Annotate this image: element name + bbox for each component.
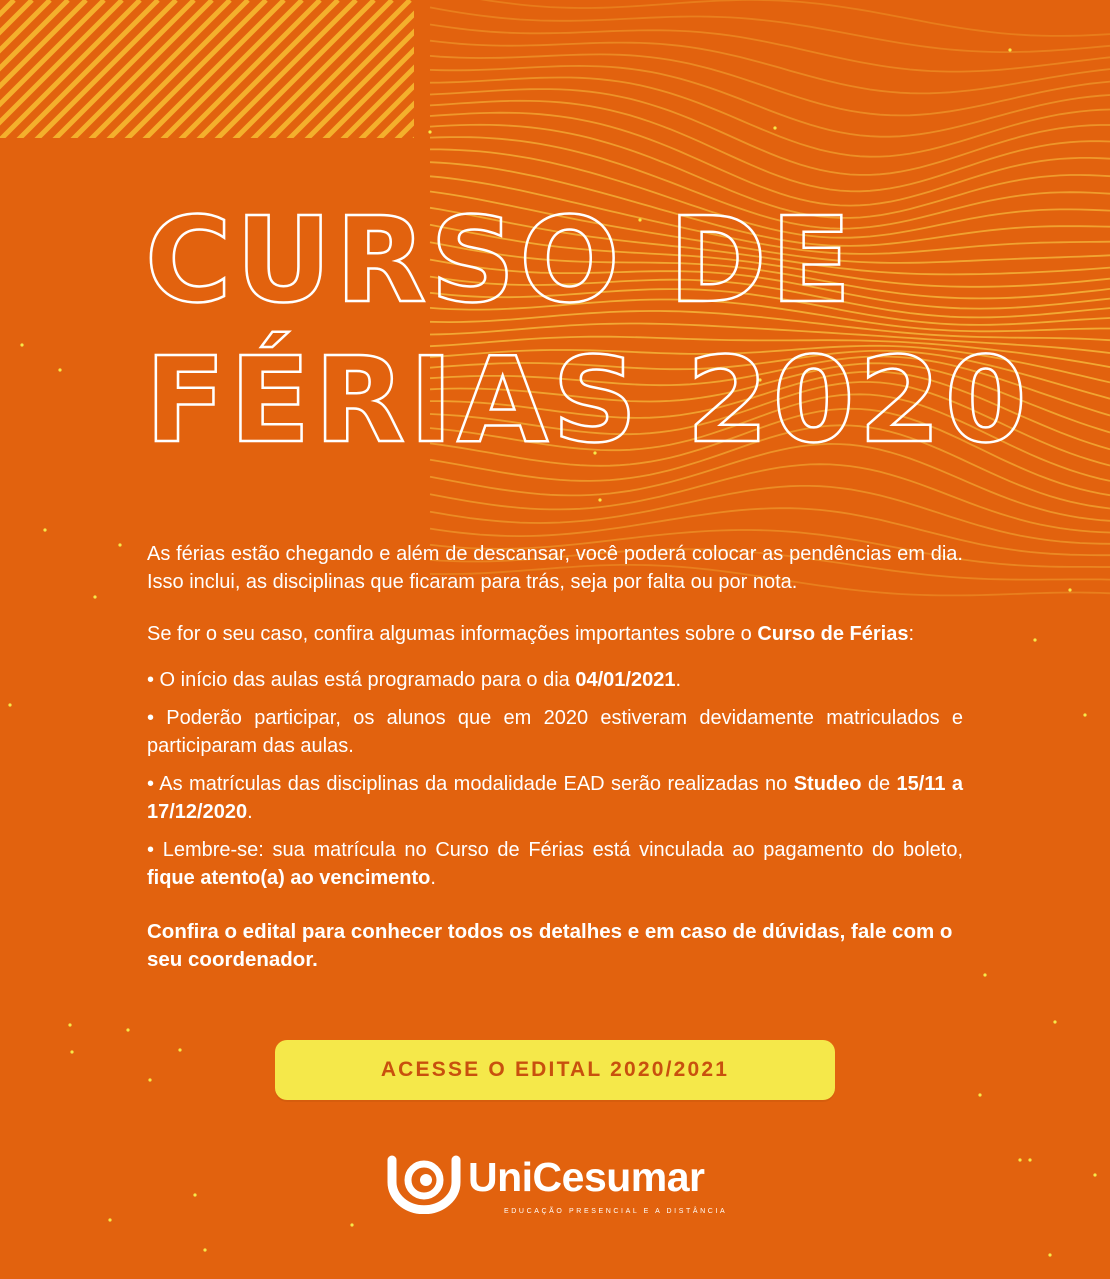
bullet-end: . xyxy=(247,801,253,823)
stripe-line xyxy=(54,0,194,140)
stripe-line xyxy=(270,0,410,140)
bullet-end: . xyxy=(675,669,682,691)
lead-paragraph xyxy=(147,620,963,648)
sparkle-dot xyxy=(1018,1158,1021,1161)
bullet-text: • Poderão participar, os alunos que em 2020 estiveram devidamente matriculados e participaram das aulas. xyxy=(147,707,963,757)
bullet-text-mid: de xyxy=(861,773,897,795)
intro-paragraph: As férias estão chegando e além de descansar, você poderá colocar as pendências em dia. Isso inclui, as disciplinas que ficaram para trás, seja por falta ou por nota. xyxy=(147,543,963,593)
stripe-line xyxy=(234,0,374,140)
stripe-line xyxy=(180,0,320,140)
sparkle-dot xyxy=(1093,1173,1096,1176)
bullet-reminder xyxy=(147,836,963,892)
sparkle-dot xyxy=(983,973,986,976)
stripe-line xyxy=(108,0,248,140)
bullet-eligibility xyxy=(147,704,963,760)
stripe-line xyxy=(252,0,392,140)
sparkle-dot xyxy=(1008,48,1011,51)
sparkle-dot xyxy=(428,130,431,133)
sparkle-dot xyxy=(1083,713,1086,716)
bullet-end: . xyxy=(430,867,436,889)
sparkle-dot xyxy=(108,1218,111,1221)
sparkle-dot xyxy=(203,1248,206,1251)
bullet-start-date xyxy=(147,666,963,694)
stripe-line xyxy=(162,0,302,140)
access-edital-button[interactable] xyxy=(275,1040,835,1100)
sparkle-dot xyxy=(193,1193,196,1196)
page-title xyxy=(145,190,1031,470)
bullet-text: • As matrículas das disciplinas da modalidade EAD serão realizadas no xyxy=(147,773,794,795)
closing-paragraph: Confira o edital para conhecer todos os detalhes e em caso de dúvidas, fale com o seu coordenador. xyxy=(147,920,953,971)
stripe-line xyxy=(144,0,284,140)
stripe-line xyxy=(36,0,176,140)
wave-line xyxy=(430,0,1110,36)
sparkle-dot xyxy=(773,126,776,129)
sparkle-dot xyxy=(1033,638,1036,641)
sparkle-dot xyxy=(1028,1158,1031,1161)
sparkle-dot xyxy=(1068,588,1071,591)
logo-wordmark: UniCesumar xyxy=(468,1154,705,1200)
sparkle-dot xyxy=(118,543,121,546)
sparkle-dot xyxy=(126,1028,129,1031)
lead-text: Se for o seu caso, confira algumas informações importantes sobre o xyxy=(147,623,758,645)
title-line-1: CURSO DE xyxy=(145,191,856,329)
stripe-line xyxy=(126,0,266,140)
stripe-line xyxy=(216,0,356,140)
info-text xyxy=(147,540,963,974)
sparkle-dot xyxy=(20,343,23,346)
sparkle-dot xyxy=(178,1048,181,1051)
sparkle-dot xyxy=(148,1078,151,1081)
sparkle-dot xyxy=(598,498,601,501)
stripe-line xyxy=(288,0,428,140)
sparkle-dot xyxy=(978,1093,981,1096)
access-edital-label: ACESSE O EDITAL 2020/2021 xyxy=(380,1058,730,1081)
stripe-line xyxy=(0,0,140,140)
unicesumar-logo xyxy=(386,1152,726,1222)
sparkle-dot xyxy=(43,528,46,531)
bullet-text: • O início das aulas está programado para o dia xyxy=(147,669,576,691)
sparkle-dot xyxy=(93,595,96,598)
sparkle-dot xyxy=(350,1223,353,1226)
stripe-line xyxy=(198,0,338,140)
sparkle-dot xyxy=(68,1023,71,1026)
unicesumar-logo-icon xyxy=(386,1152,462,1214)
bullet-bold: fique atento(a) ao vencimento xyxy=(147,867,431,889)
sparkle-dot xyxy=(1053,1020,1056,1023)
lead-end: : xyxy=(908,623,915,645)
stripe-line xyxy=(306,0,446,140)
bullet-text: • Lembre-se: sua matrícula no Curso de Férias está vinculada ao pagamento do boleto, xyxy=(147,839,963,861)
lead-bold: Curso de Férias xyxy=(757,623,909,645)
sparkle-dot xyxy=(1048,1253,1051,1256)
sparkle-dot xyxy=(58,368,61,371)
sparkle-dot xyxy=(8,703,11,706)
bullet-enrollment xyxy=(147,770,963,826)
bullet-bold: 04/01/2021 xyxy=(575,669,676,691)
stripe-line xyxy=(90,0,230,140)
stripe-line xyxy=(18,0,158,140)
sparkle-dot xyxy=(70,1050,73,1053)
bullet-bold-dates: 15/11 a 17/12/2020 xyxy=(147,773,964,823)
title-line-2: FÉRIAS 2020 xyxy=(145,331,1031,469)
bullet-bold: Studeo xyxy=(793,773,862,795)
stripe-line xyxy=(72,0,212,140)
logo-tagline: EDUCAÇÃO PRESENCIAL E A DISTÂNCIA xyxy=(504,1208,728,1215)
